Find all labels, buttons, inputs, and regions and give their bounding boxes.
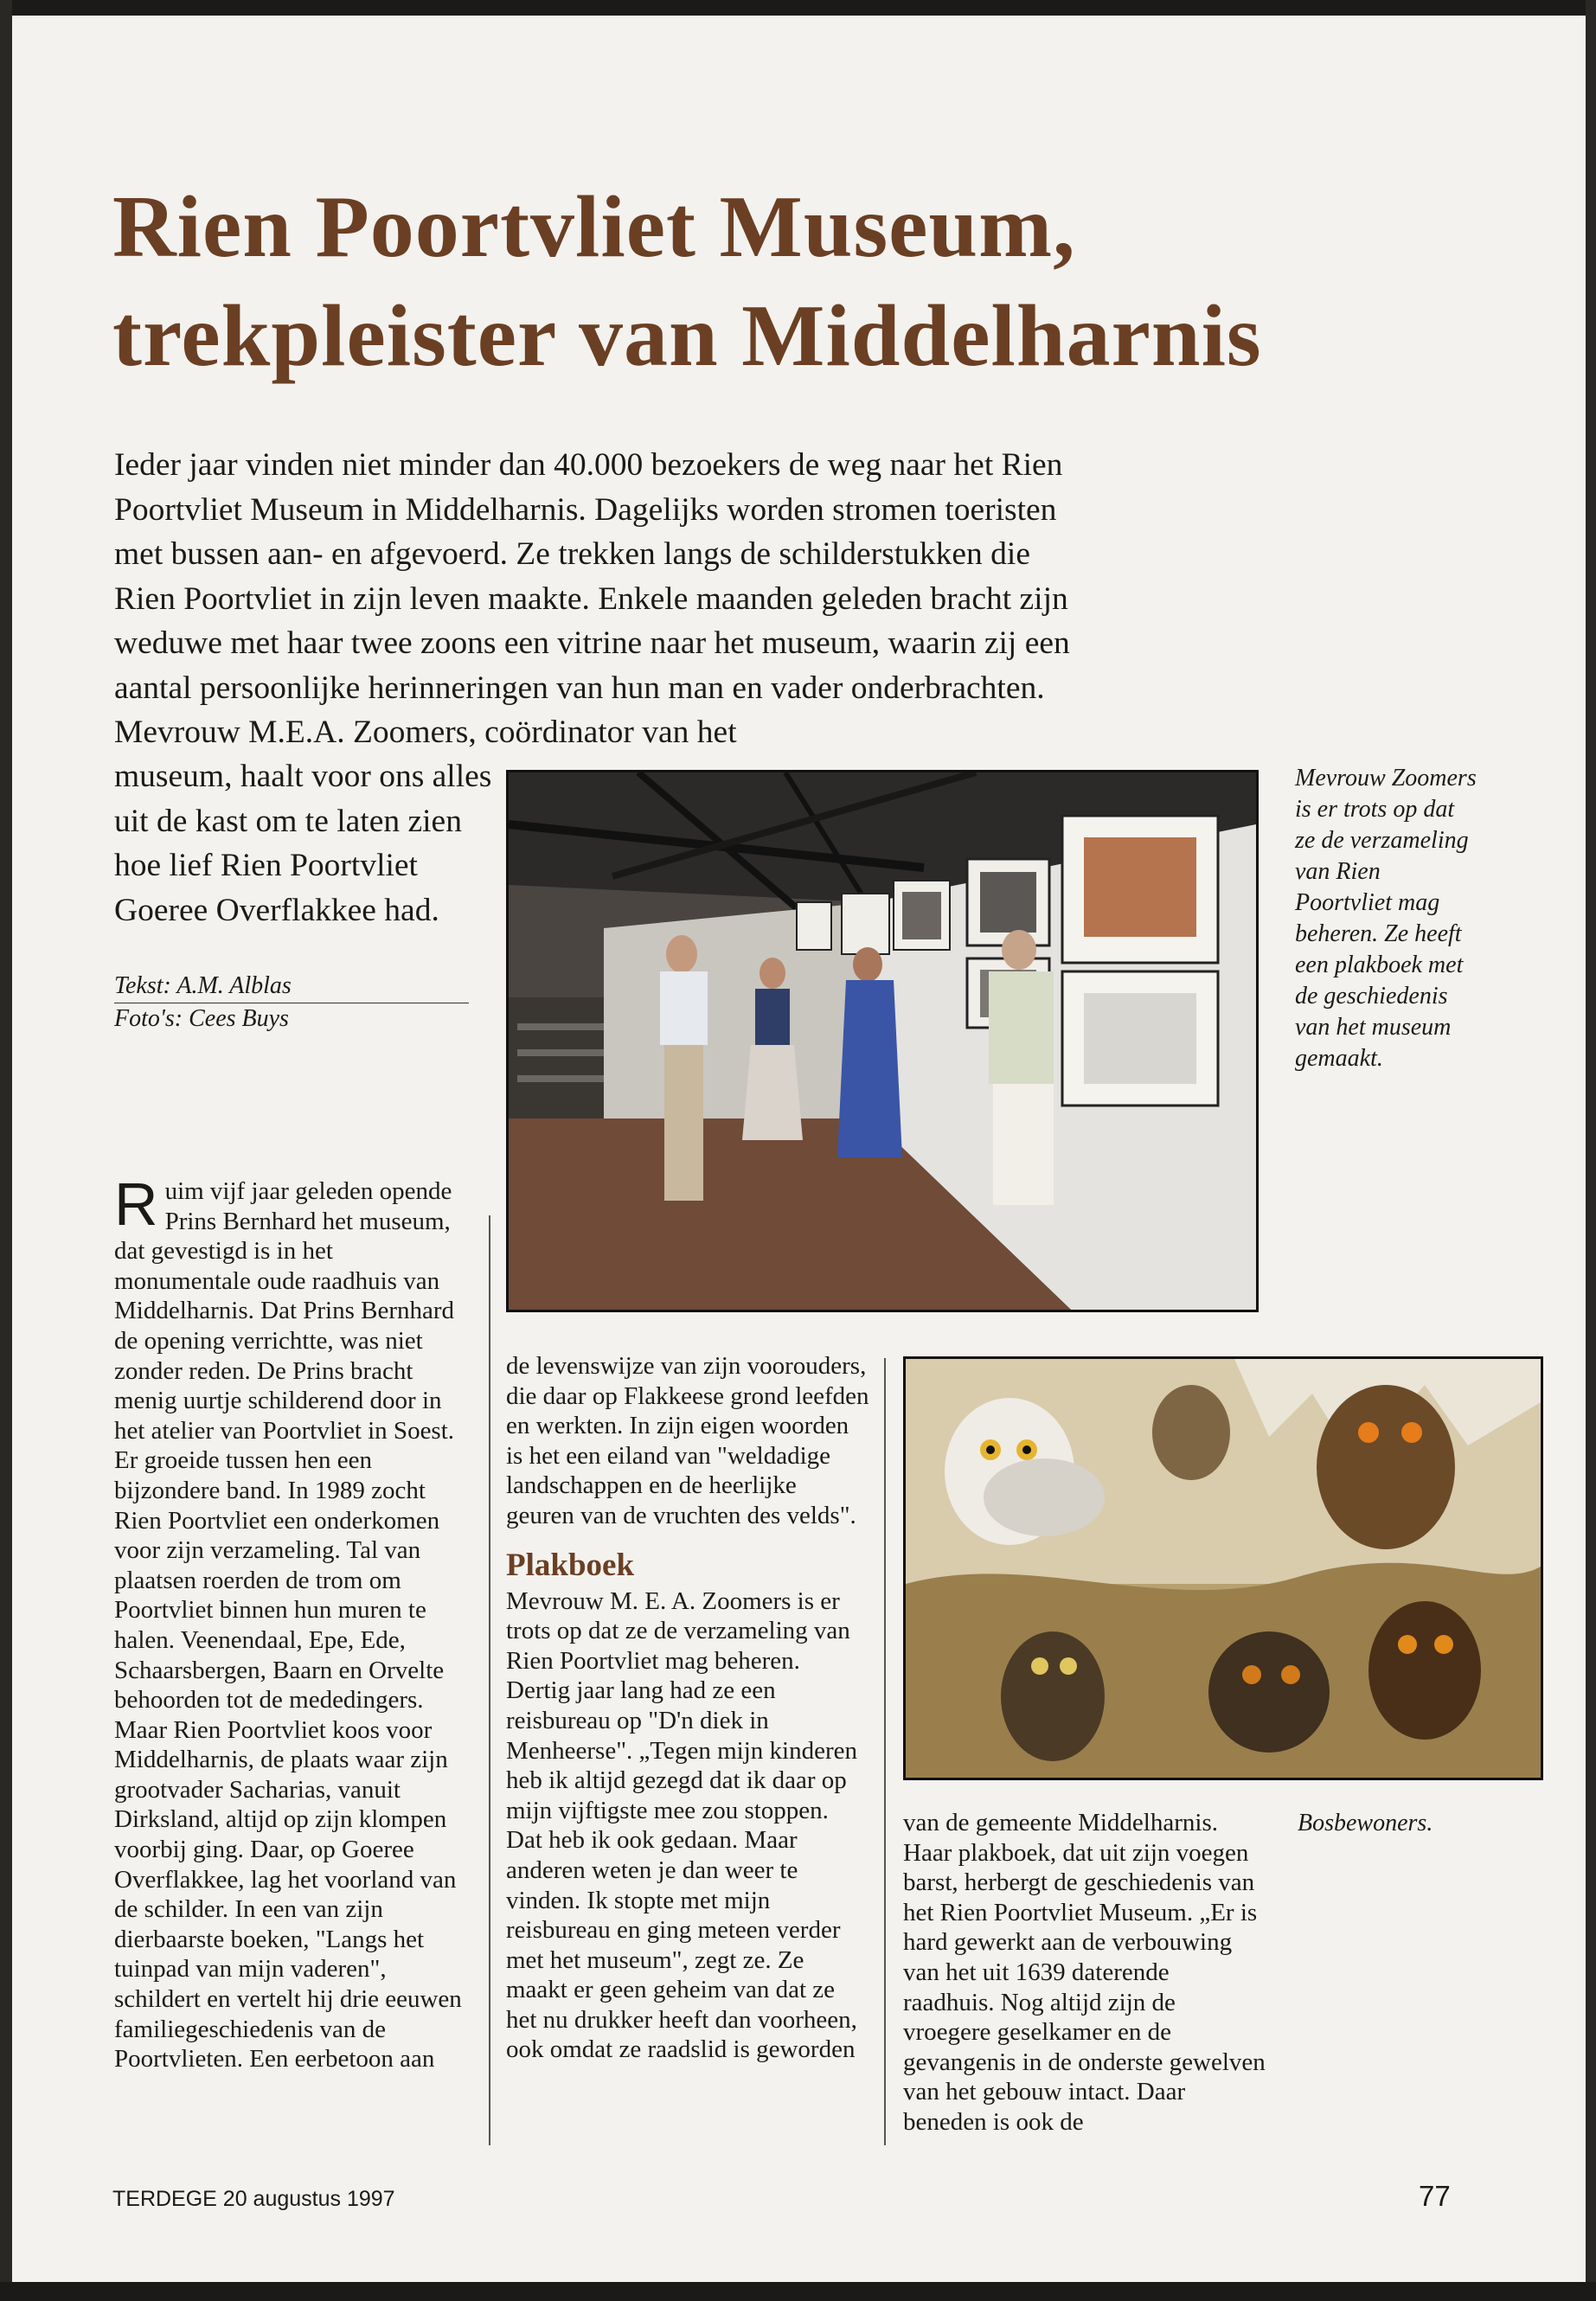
article-column-3 — [903, 1808, 1266, 2138]
column-3-text: van de gemeente Middelharnis. Haar plakboek, dat uit zijn voegen barst, herbergt de geschiedenis van het Rien Poortvliet Museum. „Er is hard gewerkt aan de verbouwing van het uit 1639 daterende raadhuis. Nog altijd zijn de vroegere geselkamer en de gevangenis in de onderste gewelven van het gebouw intact. Daar beneden is ook de — [903, 1809, 1266, 2136]
credit-text: Tekst: A.M. Alblas — [114, 971, 469, 1003]
footer-page-number: 77 — [1419, 2180, 1451, 2212]
museum-gallery-photo — [506, 770, 1259, 1312]
credit-photo: Foto's: Cees Buys — [114, 1005, 289, 1032]
article-column-2 — [506, 1351, 869, 2065]
page-edge-left — [0, 0, 12, 2301]
gallery-illustration — [509, 772, 1256, 1310]
owl-illustration — [906, 1359, 1541, 1778]
owl-painting-photo — [903, 1356, 1543, 1780]
column-divider-1 — [489, 1215, 490, 2145]
footer-publication: TERDEGE 20 augustus 1997 — [112, 2187, 395, 2211]
page-edge-bottom — [0, 2282, 1596, 2301]
photo-caption-owls: Bosbewoners. — [1298, 1810, 1433, 1836]
intro-paragraph: Ieder jaar vinden niet minder dan 40.000 bezoekers de weg naar het Rien Poortvliet Museum in Middelharnis. Dagelijks worden stromen toeristen met bussen aan- en afgevoerd. Ze trekken langs de schilderstukken die Rien Poortvliet in zijn leven maakte. Enkele maanden geleden bracht zijn weduwe met haar twee zoons een vitrine naar het museum, waarin zij een aantal persoonlijke herinneringen van hun man en vader onderbrachten. Mevrouw M.E.A. Zoomers, coördinator van het — [114, 447, 1070, 750]
title-line-1: Rien Poortvliet Museum, — [112, 178, 1076, 276]
title-line-2: trekpleister van Middelharnis — [112, 287, 1262, 385]
page-edge-right — [1586, 0, 1596, 2301]
column-1-text: uim vijf jaar geleden opende Prins Bernhard het museum, dat gevestigd is in het monumentale oude raadhuis van Middelharnis. Dat Prins Bernhard de opening verrichtte, was niet zonder reden. De Prins bracht menig uurtje schilderend door in het atelier van Poortvliet in Soest. Er groeide tussen hen een bijzondere band. In 1989 zocht Rien Poortvliet een onderkomen voor zijn verzameling. Tal van plaatsen roerden de trom om Poortvliet binnen hun muren te halen. Veenendaal, Epe, Ede, Schaarsbergen, Baarn en Orvelte behoorden tot de mededingers. Maar Rien Poortvliet koos voor Middelharnis, de plaats waar zijn grootvader Sacharias, vanuit Dirksland, altijd op zijn klompen voorbij ging. Daar, op Goeree Overflakkee, lag het voorland van de schilder. In een van zijn dierbaarste boeken, "Langs het tuinpad van mijn vaderen", schildert en vertelt hij drie eeuwen familiegeschiedenis van de Poortvlieten. Een eerbetoon aan — [114, 1177, 462, 2073]
photo-caption-zoomers: Mevrouw Zoomers is er trots op dat ze de verzameling van Rien Poortvliet mag beheren. Ze heeft een plakboek met de geschiedenis van het museum gemaakt. — [1295, 765, 1477, 1072]
column-2-text-b: Mevrouw M. E. A. Zoomers is er trots op dat ze de verzameling van Rien Poortvliet mag beheren. Dertig jaar lang had ze een reisbureau op "D'n diek in Menheerse". „Tegen mijn kinderen heb ik altijd gezegd dat ik daar op mijn vijftigste mee zou stoppen. Dat heb ik ook gedaan. Maar anderen weten je dan weer te vinden. Ik stopte met mijn reisbureau en ging meteen verder met het museum", zegt ze. Ze maakt er geen geheim van dat ze het nu drukker heeft dan voorheen, ook omdat ze raadslid is geworden — [506, 1586, 857, 2064]
column-divider-2 — [884, 1358, 886, 2145]
drop-cap: R — [114, 1170, 158, 1238]
article-column-1 — [114, 1170, 471, 2074]
credits — [114, 971, 469, 1034]
intro-paragraph-continued: museum, haalt voor ons alles uit de kast om te laten zien hoe lief Rien Poortvliet Goeree Overflakkee had. — [114, 759, 492, 928]
page-title — [112, 173, 1531, 391]
column-2-text-a: de levenswijze van zijn voorouders, die daar op Flakkeese grond leefden en werkten. In zijn eigen woorden is het een eiland van "weldadige landschappen en de heerlijke geuren van de vruchten des velds". — [506, 1352, 869, 1529]
subheading-plakboek: Plakboek — [506, 1547, 635, 1583]
page-edge-top — [0, 0, 1596, 16]
